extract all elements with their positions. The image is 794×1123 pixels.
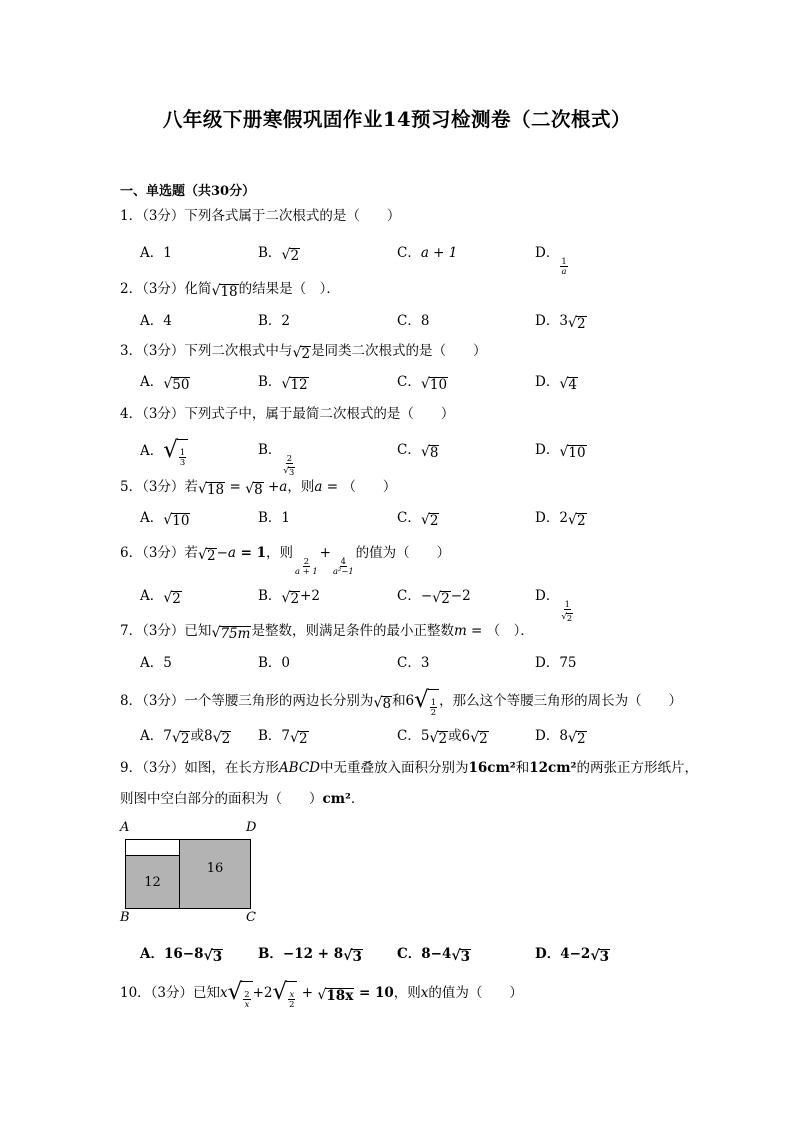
option-a[interactable]: A．5	[140, 655, 172, 671]
option-d[interactable]: D． 1 √ 2	[535, 588, 573, 624]
option-c[interactable]: C．5 √ 2 或6 √ 2	[397, 728, 488, 747]
question-9-line-1: 9．（3分）如图，在长方形ABCD中无重叠放入面积分别为16cm²和12cm²的两张正方形纸片，	[120, 760, 698, 776]
option-d[interactable]: D．2 √ 2	[535, 510, 586, 529]
option-b[interactable]: B． √ 2	[258, 245, 300, 264]
vertex-label-a: A	[120, 820, 130, 835]
option-b[interactable]: B．0	[258, 655, 291, 671]
option-c[interactable]: C．8	[397, 313, 430, 329]
vertex-label-c: C	[246, 910, 256, 925]
option-a[interactable]: A．4	[140, 313, 172, 329]
option-d[interactable]: D．8 √ 2	[535, 728, 586, 747]
vertex-label-b: B	[120, 910, 130, 925]
option-a[interactable]: A．7 √ 2 或8 √ 2	[140, 728, 231, 747]
option-a[interactable]: A．16−8 √ 3	[140, 946, 223, 965]
question-5: 5．（3分）若 √ 18 = √ 8 +a，则a = （ ）	[120, 479, 397, 498]
option-d[interactable]: D．4−2 √ 3	[535, 946, 610, 965]
option-c[interactable]: C．3	[397, 655, 430, 671]
question-1: 1．（3分）下列各式属于二次根式的是（ ）	[120, 208, 401, 224]
option-b[interactable]: B．−12 + 8 √ 3	[258, 946, 362, 965]
option-c[interactable]: C． √ 2	[397, 510, 439, 529]
option-b[interactable]: B．1	[258, 510, 291, 526]
option-c[interactable]: C．a + 1	[397, 245, 458, 261]
question-2-options	[140, 310, 700, 334]
option-d[interactable]: D．3 √ 2	[535, 313, 586, 332]
question-2: 2．（3分）化简 √ 18 的结果是（ ）．	[120, 281, 340, 300]
section-heading: 一、单选题（共30分）	[120, 184, 256, 199]
question-4-options	[140, 437, 700, 478]
option-b[interactable]: B． √ 12	[258, 374, 308, 393]
option-a[interactable]: A． √ 50	[140, 374, 190, 393]
option-c[interactable]: C． √ 10	[397, 374, 448, 393]
small-square: 12	[125, 855, 180, 909]
option-d[interactable]: D． $\frac{1}{a}$	[535, 245, 567, 277]
option-b[interactable]: B．7 √ 2	[258, 728, 308, 747]
question-5-options	[140, 507, 700, 531]
option-c[interactable]: C．8−4 √ 3	[397, 946, 471, 965]
vertex-label-d: D	[246, 820, 257, 835]
question-8: 8．（3分）一个等腰三角形的两边长分别为 √ 8 和6 √ $\frac{1}{2}$ ，那么这个等腰三角形的周长为（ ）	[120, 687, 683, 718]
question-1-options	[140, 242, 700, 277]
option-c[interactable]: C．− √ 2 −2	[397, 588, 471, 607]
question-6-options	[140, 585, 700, 624]
question-10: 10．（3分）已知x √ $\frac{2}{x}$ +2 √ $\frac{x}{2}$ + √ 18x = 10，则x的值为（ ）	[120, 979, 523, 1010]
option-b[interactable]: B． 2 √ 3	[258, 442, 295, 478]
option-d[interactable]: D． √ 10	[535, 442, 586, 461]
option-c[interactable]: C． √ 8	[397, 442, 439, 461]
question-7: 7．（3分）已知 √ 75m 是整数，则满足条件的最小正整数m = （ ）．	[120, 623, 534, 642]
page-title: 八年级下册寒假巩固作业14预习检测卷（二次根式）	[162, 108, 632, 131]
option-b[interactable]: B．2	[258, 313, 291, 329]
option-a[interactable]: A． √ 2	[140, 588, 181, 607]
option-a[interactable]: A． √ $\frac{1}{3}$	[140, 439, 188, 467]
question-9-line-2: 则图中空白部分的面积为（ ）cm²．	[120, 791, 365, 807]
question-3-options	[140, 371, 700, 395]
question-3: 3．（3分）下列二次根式中与 √ 2 是同类二次根式的是（ ）	[120, 343, 487, 362]
question-4: 4．（3分）下列式子中，属于最简二次根式的是（ ）	[120, 406, 455, 422]
option-a[interactable]: A． √ 10	[140, 510, 190, 529]
question-8-options	[140, 725, 700, 749]
question-9-options	[140, 943, 700, 967]
option-d[interactable]: D．75	[535, 655, 577, 671]
option-b[interactable]: B． √ 2 +2	[258, 588, 320, 607]
large-square: 16	[179, 839, 251, 909]
option-a[interactable]: A．1	[140, 245, 172, 261]
question-7-options	[140, 652, 700, 676]
question-6: 6．（3分）若 √ 2 −a = 1，则 $\frac{2}{a + 1}$ + $\frac{4}{\text{a²−1}}$ 的值为（ ）	[120, 545, 451, 577]
option-d[interactable]: D． √ 4	[535, 374, 577, 393]
rectangle-figure	[118, 820, 268, 930]
